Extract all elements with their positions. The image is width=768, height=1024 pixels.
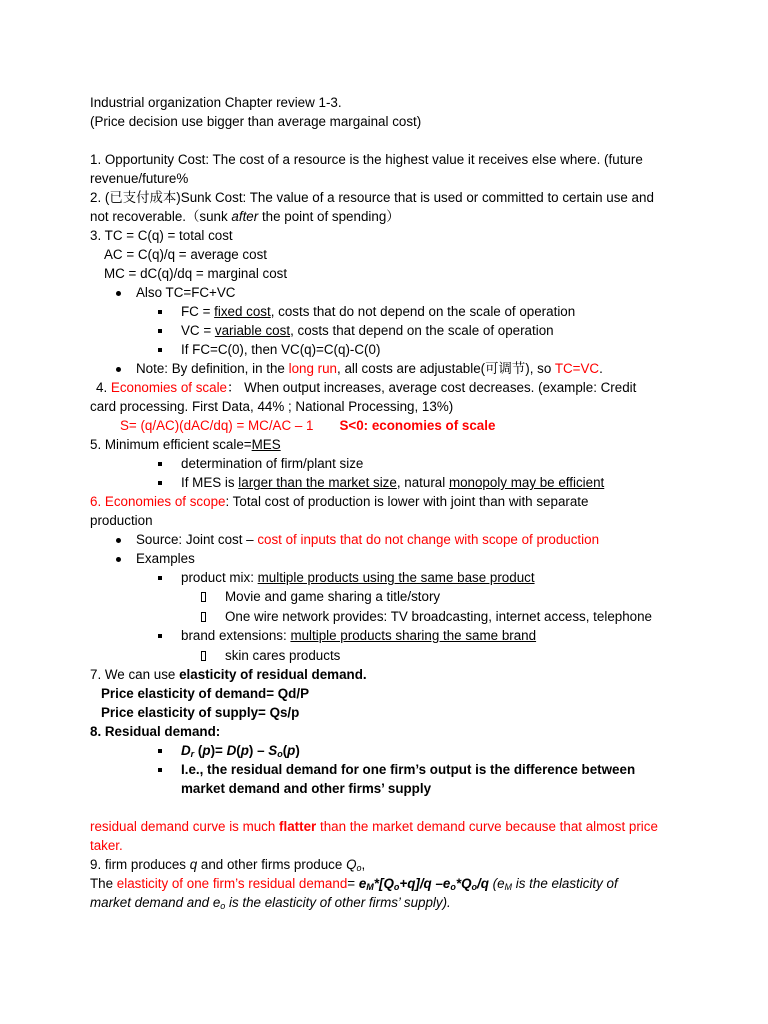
item-9-line-3 xyxy=(90,894,451,911)
text-run: S xyxy=(268,743,278,758)
item-8-formula xyxy=(158,742,300,759)
text-run: cost of inputs that do not change with scope of production xyxy=(257,532,600,547)
text-run: p xyxy=(287,743,296,758)
bullet-icon xyxy=(158,768,162,772)
text-run: residual demand curve is much xyxy=(90,819,280,834)
text-run: monopoly may be efficient xyxy=(448,475,605,490)
text-run: elasticity of residual demand. xyxy=(179,667,367,682)
text-run: +q]/q –e xyxy=(399,876,451,891)
residual-line-1 xyxy=(90,818,658,835)
item-6-pm-1 xyxy=(201,588,440,605)
text-run: Q xyxy=(346,857,357,872)
item-6-source xyxy=(116,531,599,548)
bullet-icon xyxy=(158,462,162,466)
text-run: *Q xyxy=(455,876,472,891)
text-run: If FC=C(0), then VC(q)=C(q)-C(0) xyxy=(181,342,381,357)
text-run: FC = xyxy=(181,304,215,319)
text-run: ( xyxy=(282,743,288,758)
item-2-line-1: 2. (已支付成本)Sunk Cost: The value of a resource that is used or committed to certain use and xyxy=(90,190,654,205)
text-run: S<0: economies of scale xyxy=(339,418,496,433)
item-3-also xyxy=(116,284,235,301)
text-run: flatter xyxy=(279,819,317,834)
bullet-icon xyxy=(116,538,121,543)
item-5-bullet-1 xyxy=(158,455,363,472)
item-6-be-1 xyxy=(201,647,340,664)
text-run: p xyxy=(240,743,249,758)
text-run: fixed cost xyxy=(214,304,271,319)
item-6-line-1 xyxy=(90,493,588,510)
item-8-head: 8. Residual demand: xyxy=(90,724,221,739)
residual-line-2: taker. xyxy=(90,838,123,853)
item-8-ie-2: market demand and other firms’ supply xyxy=(181,781,432,796)
item-3-tc: 3. TC = C(q) = total cost xyxy=(90,228,233,243)
item-6-product-mix xyxy=(158,569,535,586)
formula xyxy=(359,876,489,891)
text-run: product mix: xyxy=(181,570,258,585)
doc-subtitle: (Price decision use bigger than average margainal cost) xyxy=(90,114,422,129)
text-run: Source: Joint cost – xyxy=(136,532,258,547)
text-run: e xyxy=(358,876,367,891)
text-run: D xyxy=(181,743,191,758)
text-run: If MES is xyxy=(181,475,239,490)
text-run: *[Q xyxy=(373,876,394,891)
text-run: ) xyxy=(295,743,300,758)
bullet-icon xyxy=(116,291,121,296)
text-run: variable cost xyxy=(214,323,291,338)
text-run: Note: By definition, in the xyxy=(136,361,289,376)
text-run: and other firms produce xyxy=(197,857,347,872)
item-7-line xyxy=(90,666,367,683)
text-run: 9. firm produces xyxy=(90,857,190,872)
text-run: not recoverable.（sunk xyxy=(90,209,232,224)
text-run: long run xyxy=(288,361,337,376)
item-4-line-2: card processing. First Data, 44% ; National Processing, 13%) xyxy=(90,399,454,414)
text-run: q xyxy=(189,857,198,872)
bullet-icon xyxy=(158,749,162,753)
text-run: MES xyxy=(251,437,281,452)
text-run: ： xyxy=(227,380,241,395)
item-1-line-2: revenue/future% xyxy=(90,171,189,186)
item-3-note xyxy=(116,360,603,377)
text-run: , costs that do not depend on the scale of operation xyxy=(270,304,576,319)
box-bullet-icon xyxy=(201,651,206,661)
item-5-bullet-2 xyxy=(158,474,604,491)
item-3-ac: AC = C(q)/q = average cost xyxy=(104,247,267,262)
text-run: D xyxy=(226,743,237,758)
item-4-line-1 xyxy=(96,379,636,396)
bullet-icon xyxy=(116,557,121,562)
text-run: p xyxy=(202,743,211,758)
item-2-line-2 xyxy=(90,208,400,225)
text-run: brand extensions: xyxy=(181,628,291,643)
text-run: , xyxy=(361,857,366,872)
text-run: , natural xyxy=(396,475,449,490)
item-5-line xyxy=(90,436,281,453)
text-run: I.e., the residual demand for one firm’s output is the difference between xyxy=(181,762,636,777)
text-run: Examples xyxy=(136,551,195,566)
bullet-icon xyxy=(158,348,162,352)
text-run: the point of spending） xyxy=(258,209,400,224)
text-run: = xyxy=(347,876,359,891)
text-run: (e xyxy=(488,876,505,891)
text-run: VC = xyxy=(181,323,215,338)
bullet-icon xyxy=(158,576,162,580)
text-run: skin cares products xyxy=(225,648,341,663)
item-1-line-1: 1. Opportunity Cost: The cost of a resource is the highest value it receives else where. (future xyxy=(90,152,643,167)
text-run: M xyxy=(366,882,374,892)
text-run: ) – xyxy=(248,743,269,758)
item-6-examples xyxy=(116,550,195,567)
text-run: 4. xyxy=(96,380,111,395)
item-6-line-2: production xyxy=(90,513,153,528)
item-7-pe-demand: Price elasticity of demand= Qd/P xyxy=(101,686,309,701)
box-bullet-icon xyxy=(201,592,206,602)
item-3-vc xyxy=(158,322,554,339)
text-run: Also TC=FC+VC xyxy=(136,285,236,300)
text-run: )= xyxy=(210,743,227,758)
text-run: multiple products using the same base product xyxy=(257,570,535,585)
text-run: determination of firm/plant size xyxy=(181,456,364,471)
item-8-ie-1 xyxy=(158,761,635,778)
item-7-pe-supply: Price elasticity of supply= Qs/p xyxy=(101,705,300,720)
text-run: S= (q/AC)(dAC/dq) = MC/AC – 1 xyxy=(120,418,314,433)
text-run: o xyxy=(450,882,456,892)
text-run: is the elasticity of xyxy=(512,876,618,891)
text-run: o xyxy=(393,882,400,892)
box-bullet-icon xyxy=(201,612,206,622)
text-run: 7. We can use xyxy=(90,667,180,682)
scale-formula xyxy=(120,417,495,434)
item-3-fc xyxy=(158,303,575,320)
item-6-brand-ext xyxy=(158,627,536,644)
text-run: M xyxy=(504,882,513,892)
text-run: Economies of scale xyxy=(110,380,227,395)
text-run: Movie and game sharing a title/story xyxy=(225,589,441,604)
text-run: elasticity of one firm’s residual demand xyxy=(116,876,348,891)
text-run: than the market demand curve because that almost price xyxy=(316,819,658,834)
text-run: market demand and e xyxy=(90,895,221,910)
item-3-if-fc xyxy=(158,341,380,358)
text-run: Economies of scope xyxy=(104,494,226,509)
text-run: 6. xyxy=(90,494,105,509)
bullet-icon xyxy=(158,481,162,485)
text-run: : Total cost of production is lower with joint than with separate xyxy=(225,494,589,509)
text-run: ( xyxy=(194,743,203,758)
text-run: TC=VC xyxy=(554,361,600,376)
text-run: , costs that depend on the scale of operation xyxy=(290,323,554,338)
bullet-icon xyxy=(158,329,162,333)
text-run: larger than the market size xyxy=(238,475,397,490)
text-run: o xyxy=(471,882,477,892)
text-run: o xyxy=(277,749,283,759)
text-run: 5. Minimum efficient scale= xyxy=(90,437,252,452)
text-run: is the elasticity of other firms’ supply). xyxy=(225,895,451,910)
text-run: , all costs are adjustable(可调节), so xyxy=(337,361,555,376)
text-run xyxy=(181,743,300,758)
text-run: ( xyxy=(236,743,241,758)
doc-title: Industrial organization Chapter review 1-3. xyxy=(90,95,342,110)
text-run: . xyxy=(599,361,603,376)
text-run: One wire network provides: TV broadcasting, internet access, telephone xyxy=(225,609,652,624)
text-run: o xyxy=(220,901,226,911)
bullet-icon xyxy=(116,367,121,372)
item-3-mc: MC = dC(q)/dq = marginal cost xyxy=(104,266,288,281)
bullet-icon xyxy=(158,310,162,314)
text-run: multiple products sharing the same brand xyxy=(290,628,537,643)
item-6-pm-2 xyxy=(201,608,652,625)
item-9-line-2 xyxy=(90,875,618,892)
bullet-icon xyxy=(158,634,162,638)
text-run: When output increases, average cost decreases. (example: Credit xyxy=(240,380,637,395)
text-run: The xyxy=(90,876,117,891)
text-run: o xyxy=(356,863,362,873)
item-9-line-1 xyxy=(90,856,365,873)
text-run: /q xyxy=(477,876,489,891)
text-run: after xyxy=(231,209,259,224)
text-run: r xyxy=(190,749,195,759)
